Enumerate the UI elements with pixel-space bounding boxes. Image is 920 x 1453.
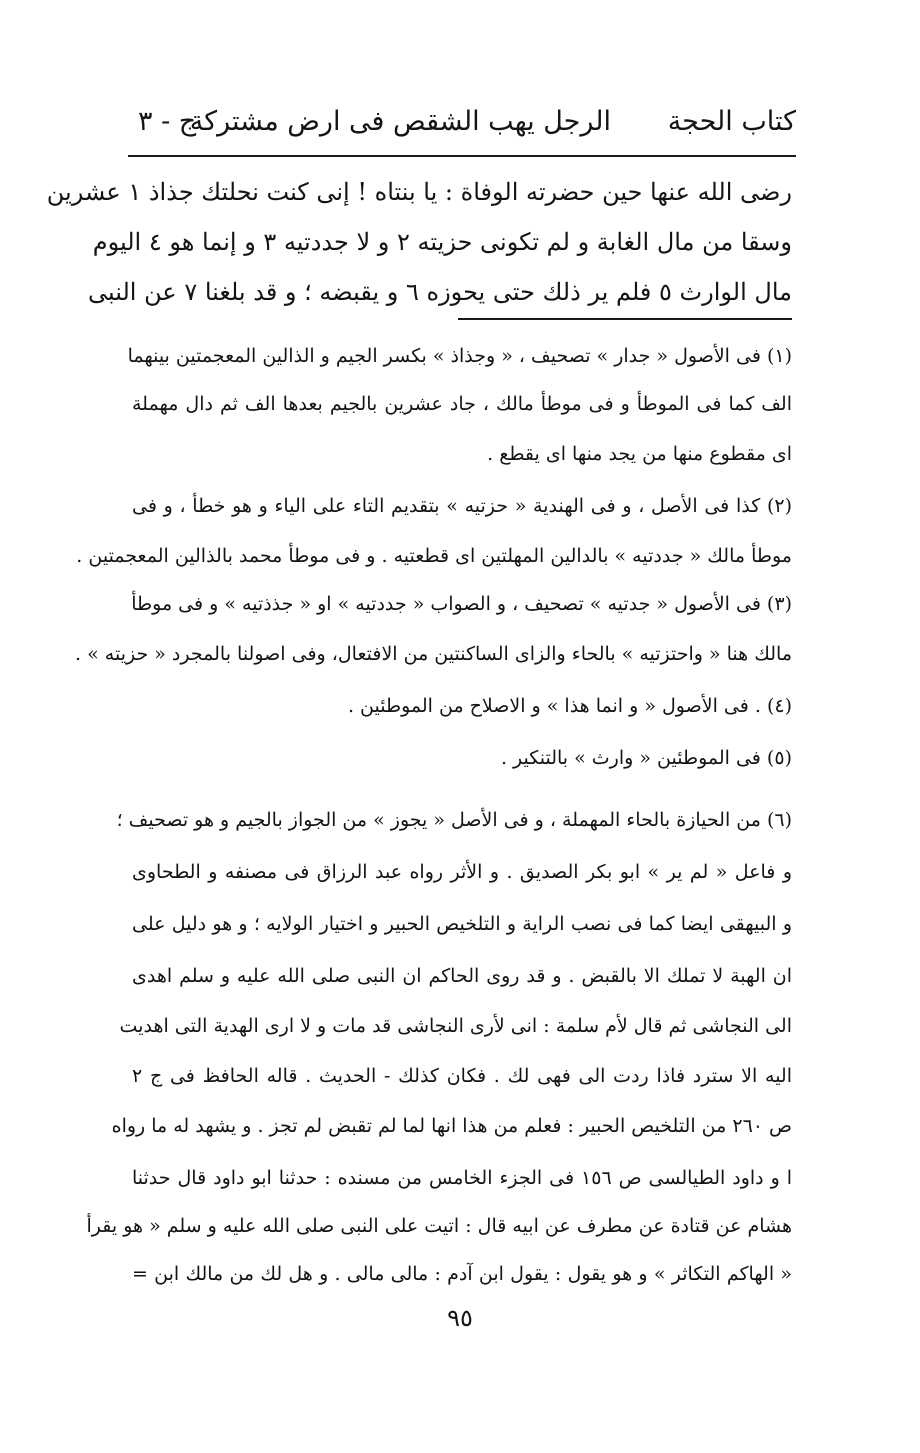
footnote-line: (٢) كذا فى الأصل ، و فى الهندية « حزتيه » بتقديم التاء على الياء و هو خطأ ، و فى: [132, 495, 792, 517]
footnote-line: ان الهبة لا تملك الا بالقبض . و قد روى الحاكم ان النبى صلى الله عليه و سلم اهدى: [132, 965, 792, 987]
footnote-separator: [458, 318, 792, 320]
main-text-line: وسقا من مال الغابة و لم تكونى حزيته ٢ و لا جددتيه ٣ و إنما هو ٤ اليوم: [92, 228, 792, 256]
volume-number: ج - ٣: [138, 106, 197, 137]
footnote-line: اليه الا سترد فاذا ردت الى فهى لك . فكان كذلك - الحديث . قاله الحافظ فى ج ٢: [132, 1065, 792, 1087]
book-title: كتاب الحجة: [667, 106, 796, 137]
footnote-line: (١) فى الأصول « جدار » تصحيف ، « وجذاذ » بكسر الجيم و الذالين المعجمتين بينهما: [127, 345, 792, 367]
footnote-line: (٤) . فى الأصول « و انما هذا » و الاصلاح من الموطئين .: [347, 695, 792, 717]
main-text-line: رضى الله عنها حين حضرته الوفاة : يا بنتاه ! إنى كنت نحلتك جذاذ ١ عشرين: [46, 178, 792, 206]
header-rule: [128, 155, 796, 157]
chapter-title: الرجل يهب الشقص فى ارض مشتركة: [189, 106, 611, 137]
footnote-line: اى مقطوع منها من يجد منها اى يقطع .: [487, 443, 792, 465]
footnote-line: (٣) فى الأصول « جدتيه » تصحيف ، و الصواب « جددتيه » او « جذذتيه » و فى موطأ: [131, 593, 792, 615]
footnote-line: مالك هنا « واحتزتيه » بالحاء والزاى الساكنتين من الافتعال، وفى اصولنا بالمجرد « حزيته » .: [75, 643, 792, 665]
footnote-line: الف كما فى الموطأ و فى موطأ مالك ، جاد عشرين بالجيم بعدها الف ثم دال مهملة: [132, 393, 792, 415]
footnote-line: هشام عن قتادة عن مطرف عن ابيه قال : اتيت على النبى صلى الله عليه و سلم « هو يقرأ: [86, 1215, 792, 1237]
main-text-line: مال الوارث ٥ فلم ير ذلك حتى يحوزه ٦ و يقبضه ؛ و قد بلغنا ٧ عن النبى: [87, 278, 792, 306]
footnote-line: ا و داود الطيالسى ص ١٥٦ فى الجزء الخامس من مسنده : حدثنا ابو داود قال حدثنا: [132, 1167, 793, 1189]
footnote-line: و فاعل « لم ير » ابو بكر الصديق . و الأثر رواه عبد الرزاق فى مصنفه و الطحاوى: [132, 861, 792, 883]
footnote-line: « الهاكم التكاثر » و هو يقول : يقول ابن آدم : مالى مالى . و هل لك من مالك ابن =: [132, 1263, 792, 1285]
footnote-line: الى النجاشى ثم قال لأم سلمة : انى لأرى النجاشى قد مات و لا ارى الهدية التى اهديت: [119, 1015, 792, 1037]
page-number: ٩٥: [447, 1304, 473, 1332]
footnote-line: ص ٢٦٠ من التلخيص الحبير : فعلم من هذا انها لما لم تقبض لم تجز . و يشهد له ما رواه: [111, 1115, 792, 1137]
footnote-line: (٥) فى الموطئين « وارث » بالتنكير .: [500, 747, 792, 769]
footnote-line: (٦) من الحيازة بالحاء المهملة ، و فى الأصل « يجوز » من الجواز بالجيم و هو تصحيف ؛: [116, 809, 792, 831]
footnote-line: و البيهقى ايضا كما فى نصب الراية و التلخيص الحبير و اختيار الولايه ؛ و هو دليل على: [132, 913, 792, 935]
footnote-line: موطأ مالك « جددتيه » بالدالين المهلتين اى قطعتيه . و فى موطأ محمد بالذالين المعجمتين .: [76, 545, 792, 567]
running-header: [128, 96, 796, 148]
